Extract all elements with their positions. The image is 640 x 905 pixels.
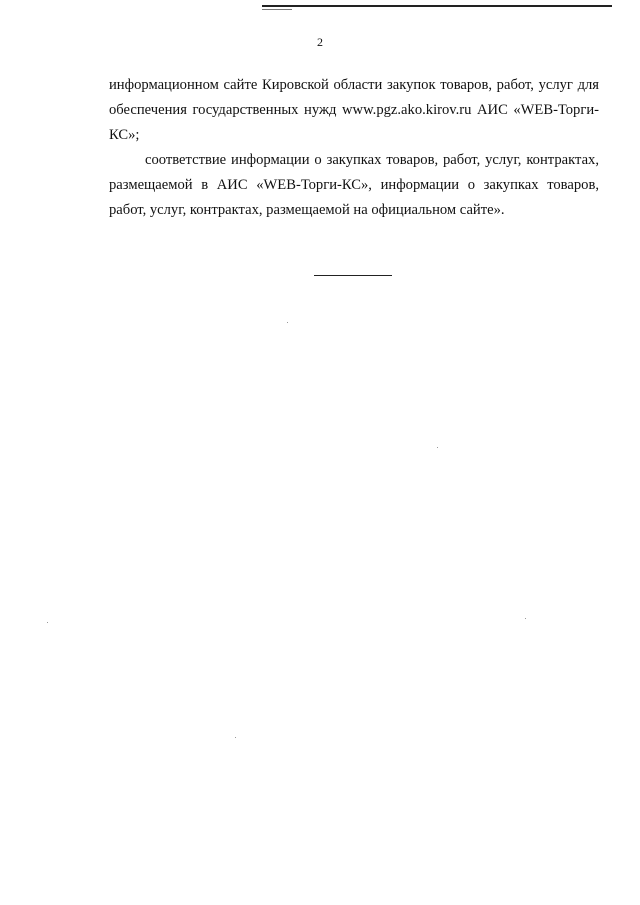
paragraph-correspondence: соответствие информации о закупках товаров, работ, услуг, контрактах, размещаемой в АИС «WEB-Торги-КС», информации о закупках товаров, работ, услуг, контрактах, размещаемой на официальном сайте». — [109, 152, 599, 218]
header-rule-thin — [262, 9, 292, 10]
page-number: 2 — [317, 35, 323, 49]
scan-speck — [437, 447, 438, 448]
scan-speck — [287, 322, 288, 323]
scan-speck — [47, 622, 48, 623]
scan-speck — [525, 618, 526, 619]
scan-speck — [235, 737, 236, 738]
body-text — [109, 73, 599, 223]
paragraph-continuation: информационном сайте Кировской области закупок товаров, работ, услуг для обеспечения государственных нужд www.pgz.ako.kirov.ru АИС «WEB-Торги-КС»; — [109, 77, 599, 143]
header-rule — [262, 5, 612, 7]
end-of-document-rule — [314, 275, 392, 276]
